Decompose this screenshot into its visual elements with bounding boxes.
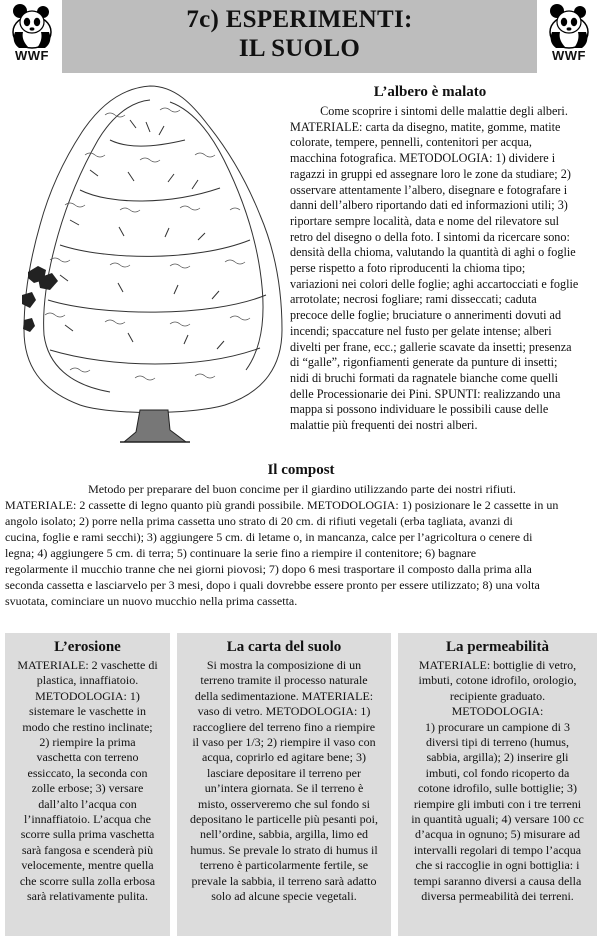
albero-line: colorate, tempere, pennelli, contenitori per acqua, (290, 135, 532, 150)
permeabilita-line: imbuti, cotone idrofilo, orologio, (418, 673, 577, 688)
wwf-label-right: WWF (552, 48, 586, 63)
erosione-line: sistemare le vaschette in (29, 704, 146, 719)
permeabilita-line: recipiente graduato. (449, 688, 546, 703)
tree-illustration (10, 80, 295, 455)
permeabilita-line: d’acqua in ognuno; 5) misurare ad (415, 827, 580, 842)
erosione-line: velocemente, mentre quella (21, 858, 154, 873)
erosione-line: vaschetta con terreno (36, 750, 139, 765)
carta-line: il vaso per 1/3; 2) riempire il vaso con (192, 735, 376, 750)
erosione-line: zolle erbose; 3) versare (31, 781, 144, 796)
erosione-body (5, 658, 170, 905)
albero-line: riportare sempre località, data e nome del rilevatore sul (290, 213, 560, 228)
carta-line: nell’ordine, sabbia, argilla, limo ed (199, 827, 369, 842)
albero-line: densità della chioma, valutando la quantità di aghi o foglie (290, 245, 576, 260)
albero-body (290, 104, 598, 434)
erosione-line: MATERIALE: 2 vaschette di (17, 658, 158, 672)
permeabilita-line: tempi saranno diversi a causa della (413, 873, 582, 888)
carta-line: lasciare depositare il terreno per (207, 765, 361, 780)
carta-line: humus. Se prevale lo strato di humus il (190, 842, 378, 857)
permeabilita-line: riempire gli imbuti con i tre terreni (413, 796, 582, 811)
albero-line: perse rispetto a foto riproducenti la chioma tipo; (290, 261, 526, 276)
erosione-line: essiccato, la seconda con (27, 765, 148, 780)
compost-line: regolarmente il mucchio tranne che nei giorni piovosi; 7) dopo 6 mesi trasportare il composto dalla prima alla (5, 562, 532, 576)
section-title-compost: Il compost (267, 462, 335, 478)
erosione-line: che scorre sulla zolla erbosa (19, 873, 156, 888)
panda-icon (544, 2, 594, 50)
permeabilita-line: che si raccoglie in ogni bottiglia: i (415, 858, 580, 873)
albero-line: divelti per frane, ecc.; gallerie scavate da insetti; presenza (290, 339, 572, 354)
permeabilita-line: sabbia, argilla); 2) inserire gli (426, 750, 569, 765)
permeabilita-line: imbuti, col fondo ricoperto da (425, 765, 570, 780)
compost-line: cucina, foglie e rami secchi); 3) aggiungere 5 cm. di letame o, in mancanza, calce per l’agricoltura o cenere di (5, 530, 533, 544)
box-carta-del-suolo (177, 633, 391, 936)
compost-line: svuotata, cominciare un nuovo mucchio nella prima cassetta. (5, 594, 298, 608)
albero-line: nidi di bruchi formati da ragnatele bianche come quelli (290, 370, 559, 385)
carta-line: raccogliere del terreno fino a riempire (192, 719, 376, 734)
carta-line: della sedimentazione. MATERIALE: (194, 688, 374, 703)
permeabilita-line: intervalli regolari di tempo l’acqua (413, 842, 582, 857)
albero-line: incendi; spaccature nel fusto per gelate intense; alberi (290, 323, 552, 338)
section-title-permeabilita: La permeabilità (446, 639, 549, 655)
albero-line: Come scoprire i sintomi delle malattie degli alberi. (320, 104, 568, 118)
albero-line: osservare attentamente l’albero, disegnare e fotografare i (290, 182, 568, 197)
section-title-albero: L’albero è malato (373, 84, 487, 100)
albero-line: arrotolate; necrosi fogliare; rami disseccati; caduta (290, 292, 537, 307)
carta-line: Si mostra la composizione di un (206, 658, 362, 672)
albero-line: di “galle”, rigonfiamenti generate da punture di insetti; (290, 355, 558, 370)
compost-line: legna; 4) aggiungere 5 cm. di terra; 5) continuare la serie fino a riempire il contenitore; 6) bagnare (5, 546, 477, 560)
albero-line: variazioni nei colori delle foglie; aghi accartocciati e foglie (290, 276, 579, 291)
albero-line: ragazzi in gruppi ed assegnare loro le zone da studiare; 2) (290, 166, 571, 181)
erosione-line: scorre sulla prima vaschetta (20, 827, 155, 842)
carta-line: solo ad alcune specie vegetali. (211, 889, 357, 904)
albero-line: malattie più frequenti dei nostri alberi. (290, 418, 478, 433)
albero-line: MATERIALE: carta da disegno, matite, gomme, matite (290, 119, 561, 134)
erosione-line: plastica, innaffiatoio. (36, 673, 139, 688)
permeabilita-line: diversi tipi di terreno (humus, (426, 735, 569, 750)
panda-icon (7, 2, 57, 50)
albero-line: retro del disegno o della foto. I sintomi da ricercare sono: (290, 229, 570, 244)
permeabilita-line: METODOLOGIA: (451, 704, 544, 719)
albero-line: mappa si possono individuare le possibili cause delle (290, 402, 549, 417)
permeabilita-line: MATERIALE: bottiglie di vetro, (418, 658, 577, 672)
carta-line: terreno è particolarmente fertile, se (199, 858, 369, 873)
permeabilita-body (398, 658, 597, 905)
erosione-line: modo che restino inclinate; (22, 719, 153, 734)
carta-body (177, 658, 391, 905)
box-permeabilita (398, 633, 597, 936)
erosione-line: l’innaffiatoio. L’acqua che (24, 812, 151, 827)
carta-line: un’intera giornata. Se il terreno è (204, 781, 364, 796)
albero-line: delle Processionarie dei Pini. SPUNTI: realizzando una (290, 386, 561, 401)
erosione-line: sarà fangosa e scenderà più (21, 842, 154, 857)
carta-line: terreno tramite il processo naturale (200, 673, 368, 688)
erosione-line: sarà relativamente pulita. (27, 889, 148, 904)
erosione-line: 2) riempire la prima (39, 735, 136, 750)
permeabilita-line: in quantità uguali; 4) versare 100 cc (411, 812, 584, 827)
wwf-logo-right (540, 2, 598, 63)
carta-line: depositano le particelle più pesanti poi, (190, 812, 378, 827)
section-title-erosione: L’erosione (54, 639, 121, 655)
permeabilita-line: diversa permeabilità dei terreni. (421, 889, 574, 904)
permeabilita-line: cotone idrofilo, sulle bottiglie; 3) (418, 781, 577, 796)
carta-line: acqua, coprirlo ed agitare bene; 3) (202, 750, 366, 765)
page-header (62, 0, 537, 73)
compost-line: angolo isolato; 2) porre nella prima cassetta uno strato di 20 cm. di rifiuti vegetali (erba tagliata, avanzi di (5, 514, 513, 528)
compost-line: MATERIALE: 2 cassette di legno quanto più grandi possibile. METODOLOGIA: 1) posizionare le 2 cassette in un (5, 498, 559, 512)
compost-line: Metodo per preparare del buon concime per il giardino utilizzando parte dei nostri rifiuti. (88, 482, 516, 496)
permeabilita-line: 1) procurare un campione di 3 (425, 719, 570, 734)
albero-line: danni dell’albero riportando dati ed informazioni utili; 3) (290, 198, 568, 213)
albero-line: precoce delle foglie; bruciature o annerimenti dovuti ad (290, 308, 562, 323)
compost-line: seconda cassetta e lasciarvelo per 3 mesi, dopo i quali dovrebbe essere pronto per essere utilizzato; 8) una volta (5, 578, 540, 592)
carta-line: prevale la sabbia, il terreno sarà adatto (191, 873, 377, 888)
wwf-logo-left (3, 2, 61, 63)
wwf-label-left: WWF (15, 48, 49, 63)
albero-line: macchina fotografica. METODOLOGIA: 1) dividere i (290, 151, 556, 166)
page-title-line2: IL SUOLO (238, 35, 361, 62)
section-title-carta: La carta del suolo (226, 639, 342, 655)
page-title-line1: 7c) ESPERIMENTI: (186, 6, 413, 33)
compost-body (5, 481, 599, 609)
erosione-line: dall’alto l’acqua con (38, 796, 137, 811)
erosione-line: METODOLOGIA: 1) (35, 688, 140, 703)
box-erosione (5, 633, 170, 936)
carta-line: vaso di vetro. METODOLOGIA: 1) (197, 704, 371, 719)
carta-line: misto, osserveremo che sul fondo si (198, 796, 370, 811)
